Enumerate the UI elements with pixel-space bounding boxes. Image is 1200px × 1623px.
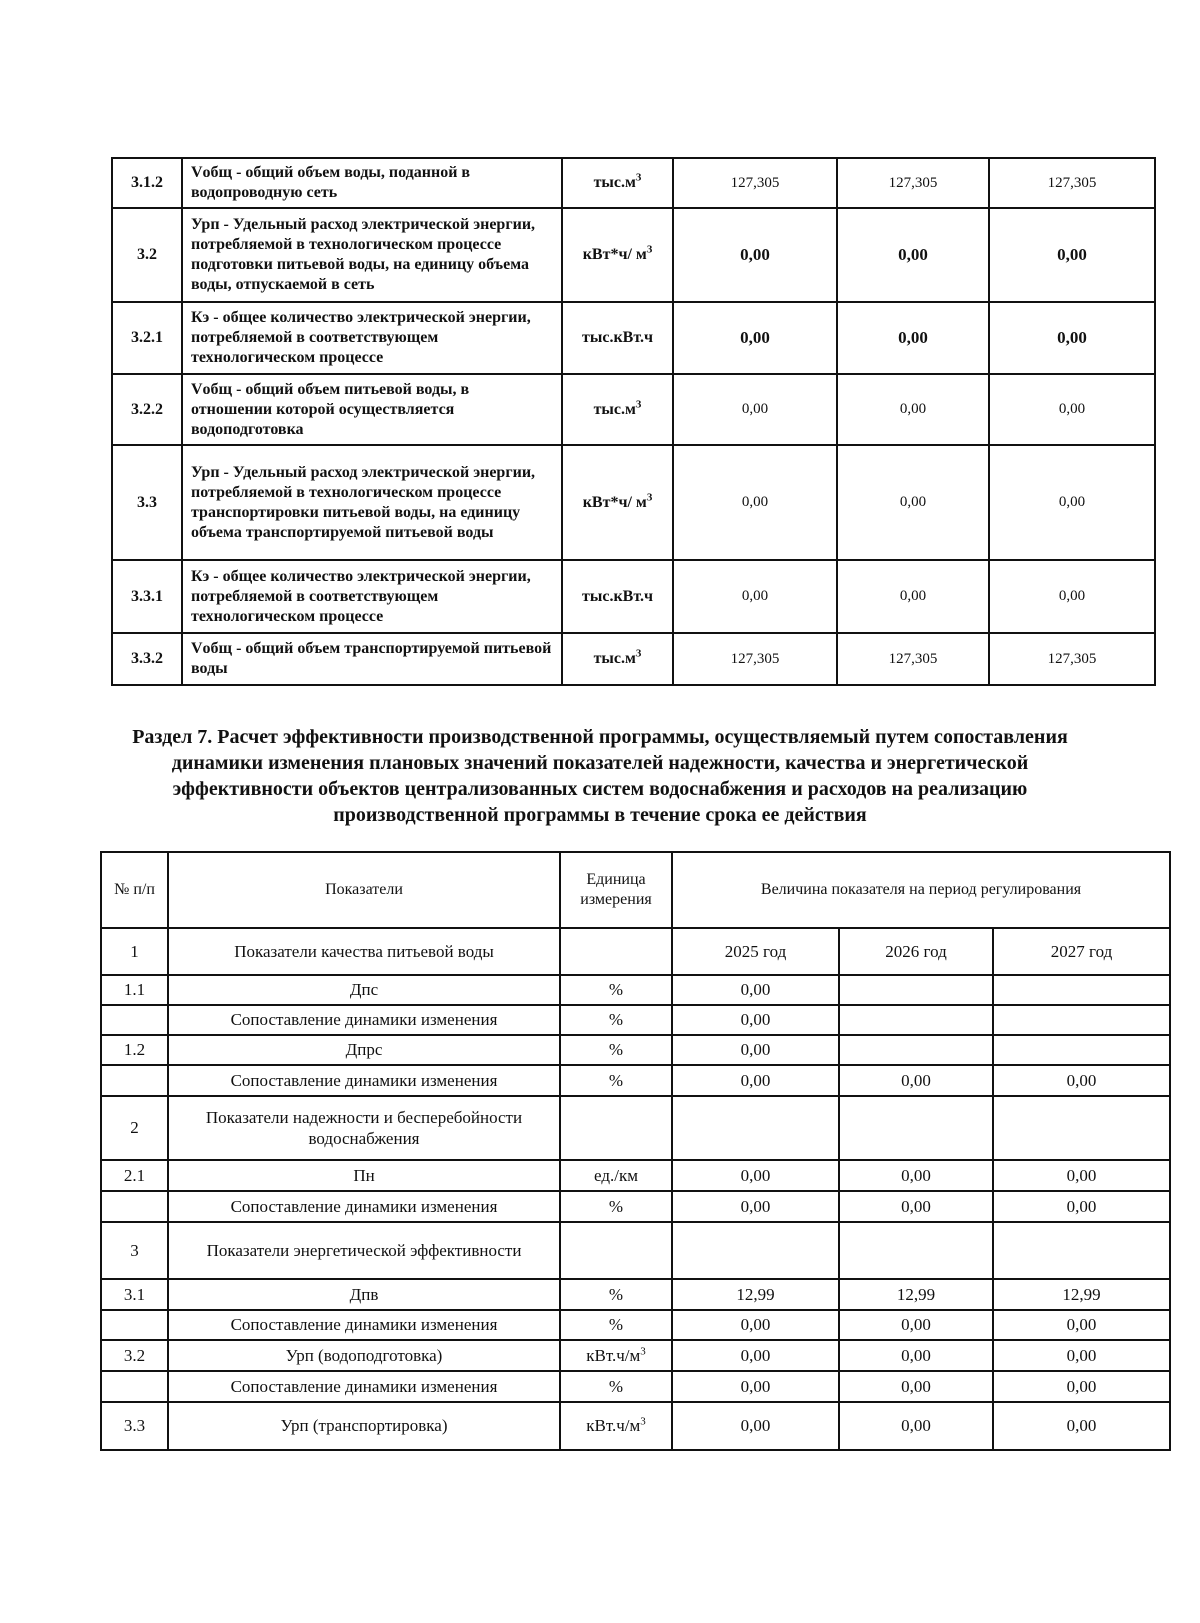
table-row	[101, 1191, 1170, 1222]
section-7-title: Раздел 7. Расчет эффективности производственной программы, осуществляемый путем сопоставления динамики изменения плановых значений показателей надежности, качества и энергетической эффективности объектов централизованных систем водоснабжения и расходов на реализацию производственной программы в течение срока ее действия	[132, 726, 1068, 826]
unit-cell	[562, 560, 673, 633]
value-2026	[839, 975, 993, 1005]
unit-text: кВт*ч/ м	[582, 246, 647, 263]
value-2026: 0,00	[837, 560, 989, 633]
year-2026: 2026 год	[839, 928, 993, 975]
value-2027	[993, 1035, 1170, 1065]
value-2025: 0,00	[672, 1035, 839, 1065]
row-number	[101, 1371, 168, 1402]
value-2027: 0,00	[989, 208, 1155, 302]
table-row	[101, 1340, 1170, 1371]
value-2025: 0,00	[672, 1005, 839, 1035]
row-number: 3.1	[101, 1279, 168, 1310]
unit-text: тыс.кВт.ч	[581, 329, 654, 346]
header-number: № п/п	[101, 852, 168, 928]
indicator-description: Кэ - общее количество электрической энергии, потребляемой в соответствующем технологическом процессе	[182, 302, 562, 374]
value-2025: 0,00	[673, 445, 837, 560]
unit-text: тыс.м	[593, 174, 636, 191]
unit-text: %	[608, 1315, 624, 1334]
indicator-description: Vобщ - общий объем транспортируемой питьевой воды	[182, 633, 562, 685]
value-2025: 0,00	[672, 1160, 839, 1191]
indicators-table-continued	[111, 157, 1156, 686]
table-row	[101, 1371, 1170, 1402]
value-2025: 127,305	[673, 633, 837, 685]
indicator-name: Сопоставление динамики изменения	[168, 1065, 560, 1096]
row-number: 1	[101, 928, 168, 975]
unit-cell	[560, 1035, 672, 1065]
value-2025: 12,99	[672, 1279, 839, 1310]
value-2026: 0,00	[837, 374, 989, 445]
value-2025: 0,00	[672, 1371, 839, 1402]
table-row	[101, 1160, 1170, 1191]
indicator-description: Урп - Удельный расход электрической энергии, потребляемой в технологическом процессе подготовки питьевой воды, на единицу объема воды, отпускаемой в сеть	[182, 208, 562, 302]
value-2027: 0,00	[993, 1310, 1170, 1340]
value-2027: 0,00	[993, 1191, 1170, 1222]
unit-cell	[562, 633, 673, 685]
unit-cell	[560, 1065, 672, 1096]
unit-cell	[560, 1191, 672, 1222]
value-2027: 127,305	[989, 158, 1155, 208]
value-2026	[839, 1005, 993, 1035]
unit-superscript: 3	[635, 171, 642, 184]
indicator-name: Дпс	[168, 975, 560, 1005]
row-number: 1.2	[101, 1035, 168, 1065]
table-row	[101, 1310, 1170, 1340]
value-2025: 0,00	[673, 208, 837, 302]
table-row	[112, 445, 1155, 560]
unit-superscript: 3	[640, 1415, 646, 1428]
table-row	[101, 1065, 1170, 1096]
indicator-name: Пн	[168, 1160, 560, 1191]
indicator-name: Сопоставление динамики изменения	[168, 1191, 560, 1222]
unit-cell	[560, 1402, 672, 1450]
value-2026: 127,305	[837, 158, 989, 208]
value-2027	[993, 1096, 1170, 1160]
value-2026: 0,00	[839, 1340, 993, 1371]
value-2027: 0,00	[993, 1160, 1170, 1191]
unit-superscript: 3	[640, 1344, 646, 1357]
unit-text: ед./км	[594, 1165, 638, 1185]
row-number: 3.3.1	[112, 560, 182, 633]
unit-text: %	[608, 980, 624, 999]
unit-text: %	[608, 1376, 624, 1396]
indicator-name: Сопоставление динамики изменения	[168, 1371, 560, 1402]
value-2026	[839, 1096, 993, 1160]
value-2026: 0,00	[839, 1310, 993, 1340]
value-2025: 0,00	[673, 374, 837, 445]
indicator-name: Сопоставление динамики изменения	[168, 1005, 560, 1035]
unit-cell	[560, 1279, 672, 1310]
row-number: 2.1	[101, 1160, 168, 1191]
unit-text: %	[608, 1284, 624, 1304]
value-2026: 0,00	[839, 1191, 993, 1222]
row-number: 3.3	[101, 1402, 168, 1450]
value-2026: 0,00	[839, 1160, 993, 1191]
row-number: 3.3	[112, 445, 182, 560]
table-row	[101, 1096, 1170, 1160]
value-2027: 0,00	[993, 1402, 1170, 1450]
value-2027	[993, 1005, 1170, 1035]
value-2027: 0,00	[989, 374, 1155, 445]
value-2027	[993, 975, 1170, 1005]
indicator-name: Показатели надежности и бесперебойности водоснабжения	[168, 1096, 560, 1160]
value-2025: 0,00	[673, 560, 837, 633]
unit-cell	[560, 975, 672, 1005]
table-row	[101, 1035, 1170, 1065]
table-row	[112, 302, 1155, 374]
indicator-name: Урп (водоподготовка)	[168, 1340, 560, 1371]
indicator-name: Дпрс	[168, 1035, 560, 1065]
value-2026: 0,00	[839, 1402, 993, 1450]
indicator-name: Показатели качества питьевой воды	[168, 928, 560, 975]
value-2027: 12,99	[993, 1279, 1170, 1310]
unit-text: кВт.ч/м	[586, 1416, 641, 1435]
table-row	[101, 1222, 1170, 1279]
indicator-description: Vобщ - общий объем питьевой воды, в отношении которой осуществляется водоподготовка	[182, 374, 562, 445]
row-number: 3.3.2	[112, 633, 182, 685]
indicator-name: Дпв	[168, 1279, 560, 1310]
unit-cell	[560, 1310, 672, 1340]
value-2026: 127,305	[837, 633, 989, 685]
value-2026	[839, 1222, 993, 1279]
unit-cell	[562, 158, 673, 208]
header-period: Величина показателя на период регулирования	[672, 852, 1170, 928]
value-2025: 0,00	[672, 1191, 839, 1222]
row-number: 3.2	[101, 1340, 168, 1371]
value-2027: 127,305	[989, 633, 1155, 685]
value-2025: 0,00	[672, 1340, 839, 1371]
unit-text: %	[608, 1040, 624, 1059]
table-row	[112, 374, 1155, 445]
value-2025: 127,305	[673, 158, 837, 208]
header-unit: Единица измерения	[560, 852, 672, 928]
indicator-name: Урп (транспортировка)	[168, 1402, 560, 1450]
value-2026: 0,00	[839, 1065, 993, 1096]
indicator-name: Сопоставление динамики изменения	[168, 1310, 560, 1340]
value-2027: 0,00	[989, 445, 1155, 560]
value-2027: 0,00	[993, 1340, 1170, 1371]
table-row	[101, 928, 1170, 975]
value-2027	[993, 1222, 1170, 1279]
year-2027: 2027 год	[993, 928, 1170, 975]
value-2025: 0,00	[672, 1402, 839, 1450]
unit-text: %	[608, 1070, 624, 1090]
row-number: 3.2.1	[112, 302, 182, 374]
value-2026: 0,00	[837, 208, 989, 302]
value-2026: 0,00	[837, 302, 989, 374]
indicator-description: Урп - Удельный расход электрической энергии, потребляемой в технологическом процессе транспортировки питьевой воды, на единицу объема транспортируемой питьевой воды	[182, 445, 562, 560]
row-number: 1.1	[101, 975, 168, 1005]
indicator-name: Показатели энергетической эффективности	[168, 1222, 560, 1279]
table-row	[112, 158, 1155, 208]
unit-cell	[560, 1005, 672, 1035]
value-2025: 0,00	[672, 975, 839, 1005]
row-number: 3.2	[112, 208, 182, 302]
value-2026: 0,00	[837, 445, 989, 560]
unit-text: кВт*ч/ м	[582, 493, 647, 511]
row-number: 2	[101, 1096, 168, 1160]
unit-text: %	[608, 1010, 624, 1029]
year-2025: 2025 год	[672, 928, 839, 975]
value-2027: 0,00	[993, 1065, 1170, 1096]
unit-superscript: 3	[646, 491, 653, 504]
unit-text: тыс.м	[593, 650, 636, 667]
table-row	[112, 208, 1155, 302]
unit-cell	[562, 302, 673, 374]
unit-cell	[562, 445, 673, 560]
unit-cell	[560, 1222, 672, 1279]
header-indicators: Показатели	[168, 852, 560, 928]
value-2025: 0,00	[673, 302, 837, 374]
value-2026: 0,00	[839, 1371, 993, 1402]
value-2026: 12,99	[839, 1279, 993, 1310]
unit-cell	[560, 1096, 672, 1160]
value-2027: 0,00	[989, 302, 1155, 374]
indicator-description: Кэ - общее количество электрической энергии, потребляемой в соответствующем технологическом процессе	[182, 560, 562, 633]
table-row	[101, 975, 1170, 1005]
table-row	[112, 560, 1155, 633]
unit-text: кВт.ч/м	[586, 1345, 641, 1365]
unit-cell	[560, 1371, 672, 1402]
row-number	[101, 1310, 168, 1340]
unit-text: тыс.м	[593, 400, 636, 418]
value-2027: 0,00	[989, 560, 1155, 633]
row-number	[101, 1005, 168, 1035]
indicator-description: Vобщ - общий объем воды, поданной в водопроводную сеть	[182, 158, 562, 208]
value-2025: 0,00	[672, 1310, 839, 1340]
unit-cell	[560, 1340, 672, 1371]
unit-cell	[560, 1160, 672, 1191]
unit-superscript: 3	[635, 647, 642, 660]
value-2025: 0,00	[672, 1065, 839, 1096]
unit-superscript: 3	[635, 398, 642, 411]
value-2026	[839, 1035, 993, 1065]
unit-text: %	[608, 1196, 624, 1216]
row-number: 3.2.2	[112, 374, 182, 445]
efficiency-table	[100, 851, 1171, 1451]
unit-text: тыс.кВт.ч	[581, 587, 654, 605]
unit-superscript: 3	[646, 243, 653, 256]
row-number	[101, 1065, 168, 1096]
unit-cell	[562, 374, 673, 445]
table-row	[112, 633, 1155, 685]
row-number	[101, 1191, 168, 1222]
value-2025	[672, 1096, 839, 1160]
table-row	[101, 1279, 1170, 1310]
table-row	[101, 1005, 1170, 1035]
table-row	[101, 1402, 1170, 1450]
header-row	[101, 852, 1170, 928]
row-number: 3	[101, 1222, 168, 1279]
row-number: 3.1.2	[112, 158, 182, 208]
value-2027: 0,00	[993, 1371, 1170, 1402]
unit-cell	[562, 208, 673, 302]
value-2025	[672, 1222, 839, 1279]
unit-cell	[560, 928, 672, 975]
